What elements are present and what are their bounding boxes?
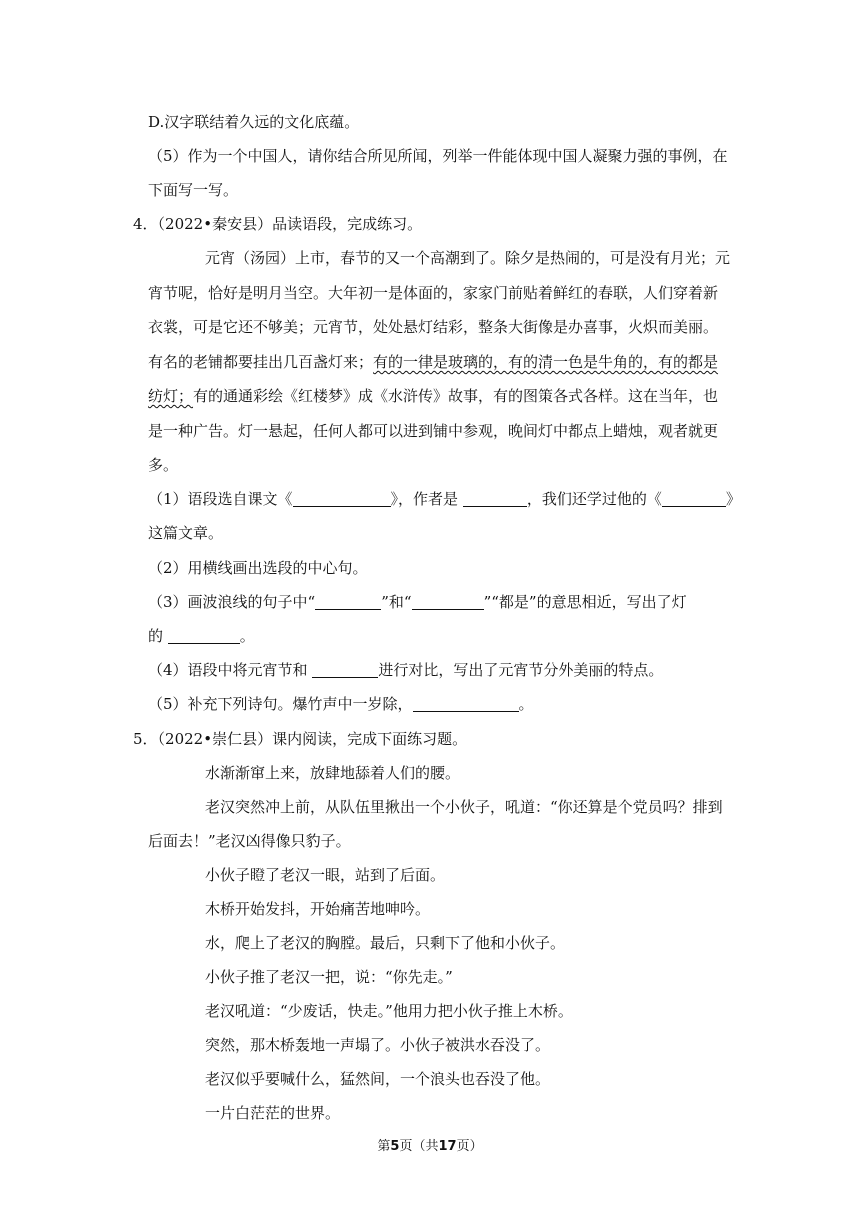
q4-passage-line6: 是一种广告。灯一悬起，任何人都可以进到铺中参观，晚间灯中都点上蜡烛，观者就更 bbox=[148, 422, 719, 440]
q4-sub1-blank-other-work[interactable] bbox=[662, 490, 726, 507]
footer-total-pages: 17 bbox=[438, 1139, 457, 1154]
q4-sub3-line2-text-a: 的 bbox=[148, 627, 168, 645]
footer-mid: 页（共 bbox=[399, 1139, 439, 1154]
q5-paragraph-7: 老汉吼道：“少废话，快走。”他用力把小伙子推上木桥。 bbox=[205, 1002, 573, 1020]
q4-passage-line4 bbox=[148, 352, 718, 372]
q4-passage-line2: 宵节呢，恰好是明月当空。大年初一是体面的，家家门前贴着鲜红的春联，人们穿着新 bbox=[148, 284, 719, 302]
q5-paragraph-4: 木桥开始发抖，开始痛苦地呻吟。 bbox=[205, 900, 431, 918]
q5-paragraph-5: 水，爬上了老汉的胸膛。最后，只剩下了他和小伙子。 bbox=[205, 934, 566, 952]
page-footer bbox=[0, 1138, 860, 1156]
q5-paragraph-6: 小伙子推了老汉一把，说：“你先走。” bbox=[205, 968, 453, 986]
q4-sub3-blank-2[interactable] bbox=[412, 593, 484, 610]
footer-page-number: 5 bbox=[390, 1139, 400, 1154]
q4-passage-line4-plain: 有名的老铺都要挂出几百盏灯来； bbox=[148, 353, 374, 371]
q4-passage-line7: 多。 bbox=[148, 456, 179, 474]
q4-passage-line5-wavy: 纺灯； bbox=[148, 387, 194, 405]
q4-passage-line4-wavy: 有的一律是玻璃的，有的清一色是牛角的，有的都是 bbox=[373, 353, 719, 371]
q3-option-d: D.汉字联结着久远的文化底蕴。 bbox=[148, 113, 360, 131]
q4-sub3-text-a: （3）画波浪线的句子中“ bbox=[148, 593, 316, 611]
q4-passage-line5 bbox=[148, 386, 718, 406]
q4-passage-line5-plain: 有的通通彩绘《红楼梦》成《水浒传》故事，有的图策各式各样。这在当年，也 bbox=[193, 387, 719, 405]
q4-sub5-text-a: （5）补充下列诗句。爆竹声中一岁除， bbox=[148, 695, 413, 713]
q4-sub1-text-d: 》 bbox=[725, 490, 741, 508]
q4-sub5-text-b: 。 bbox=[518, 695, 534, 713]
footer-pre: 第 bbox=[377, 1139, 391, 1154]
q5-paragraph-1: 水渐渐窜上来，放肆地舔着人们的腰。 bbox=[205, 764, 461, 782]
q4-sub3-text-c: ”“都是”的意思相近，写出了灯 bbox=[483, 593, 687, 611]
q4-header: 4．（2022•秦安县）品读语段，完成练习。 bbox=[133, 215, 423, 233]
q4-sub4 bbox=[148, 660, 663, 680]
q4-sub3-line1 bbox=[148, 592, 687, 612]
q4-sub4-text-a: （4）语段中将元宵节和 bbox=[148, 661, 313, 679]
q4-sub3-line2-text-b: 。 bbox=[239, 627, 255, 645]
q4-sub1-text-c: ，我们还学过他的《 bbox=[526, 490, 662, 508]
q4-sub1-blank-author[interactable] bbox=[463, 490, 527, 507]
footer-post: 页） bbox=[456, 1139, 483, 1154]
q5-header: 5．（2022•崇仁县）课内阅读，完成下面练习题。 bbox=[133, 730, 468, 748]
q4-sub4-text-b: 进行对比，写出了元宵节分外美丽的特点。 bbox=[378, 661, 664, 679]
q4-passage-line3: 衣裳，可是它还不够美；元宵节，处处悬灯结彩，整条大街像是办喜事，火炽而美丽。 bbox=[148, 318, 719, 336]
q4-sub3-text-b: ”和“ bbox=[381, 593, 412, 611]
q4-sub1-blank-lesson[interactable] bbox=[293, 490, 391, 507]
q4-sub1-line2: 这篇文章。 bbox=[148, 524, 224, 542]
q3-sub5-line2: 下面写一写。 bbox=[148, 181, 239, 199]
q5-paragraph-2-line2: 后面去！”老汉凶得像只豹子。 bbox=[148, 832, 351, 850]
q4-sub2: （2）用横线画出选段的中心句。 bbox=[148, 559, 368, 577]
q5-paragraph-3: 小伙子瞪了老汉一眼，站到了后面。 bbox=[205, 866, 446, 884]
q5-paragraph-9: 老汉似乎要喊什么，猛然间，一个浪头也吞没了他。 bbox=[205, 1070, 551, 1088]
q4-sub5-blank[interactable] bbox=[413, 695, 519, 712]
q4-sub3-line2 bbox=[148, 626, 255, 646]
q4-sub1-text-a: （1）语段选自课文《 bbox=[148, 490, 293, 508]
q4-passage-line1: 元宵（汤园）上市，春节的又一个高潮到了。除夕是热闹的，可是没有月光；元 bbox=[205, 249, 731, 267]
q4-sub1-line1 bbox=[148, 489, 741, 509]
q5-paragraph-8: 突然，那木桥轰地一声塌了。小伙子被洪水吞没了。 bbox=[205, 1036, 551, 1054]
q4-sub3-blank-3[interactable] bbox=[168, 627, 240, 644]
q5-paragraph-10: 一片白茫茫的世界。 bbox=[205, 1104, 341, 1122]
q5-paragraph-2-line1: 老汉突然冲上前，从队伍里揪出一个小伙子，吼道：“你还算是个党员吗？排到 bbox=[205, 798, 723, 816]
q4-sub4-blank[interactable] bbox=[312, 661, 378, 678]
q4-sub1-text-b: 》，作者是 bbox=[390, 490, 463, 508]
q4-sub3-blank-1[interactable] bbox=[315, 593, 381, 610]
q3-sub5-line1: （5）作为一个中国人，请你结合所见所闻，列举一件能体现中国人凝聚力强的事例，在 bbox=[148, 147, 728, 165]
q4-sub5 bbox=[148, 694, 534, 714]
